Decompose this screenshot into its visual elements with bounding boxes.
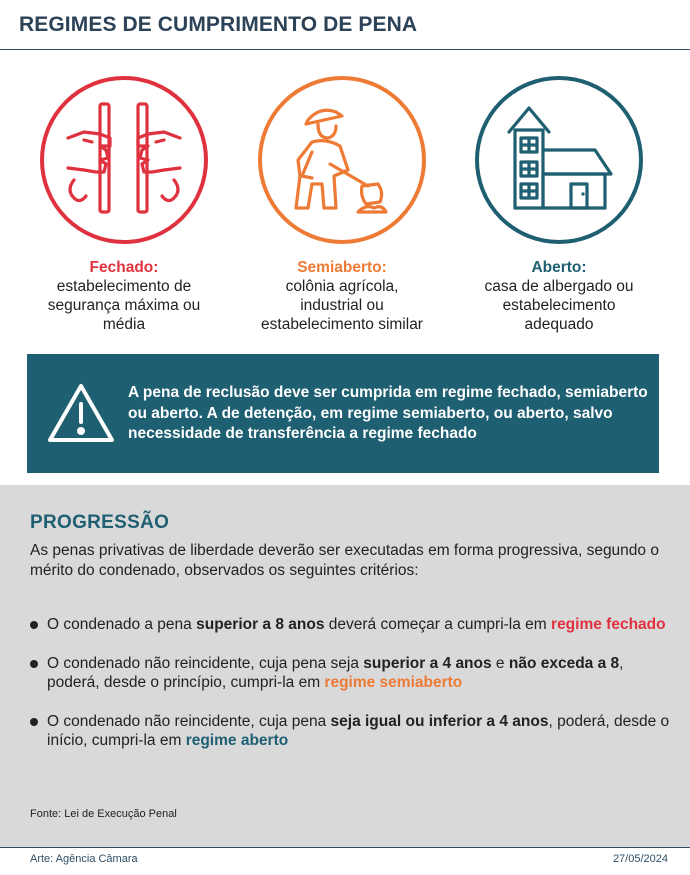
criteria-list <box>30 615 670 770</box>
list-item: O condenado não reincidente, cuja pena seja igual ou inferior a 4 anos, poderá, desde o início, cumpri-la em regime aberto <box>30 712 670 751</box>
bullet <box>30 718 38 726</box>
regime-aberto-label: Aberto: casa de albergado ou estabelecimento adequado <box>484 259 634 333</box>
progressao-title: PROGRESSÃO <box>30 512 170 533</box>
bullet <box>30 660 38 668</box>
list-item: O condenado a pena superior a 8 anos deverá começar a cumpri-la em regime fechado <box>30 615 670 635</box>
regime-aberto <box>444 76 674 334</box>
warning-icon <box>47 382 115 444</box>
regime-semiaberto-label: Semiaberto: colônia agrícola, industrial ou estabelecimento similar <box>261 259 423 333</box>
source-note: Fonte: Lei de Execução Penal <box>30 808 177 820</box>
regime-semiaberto <box>227 76 457 334</box>
alert-box <box>27 354 659 473</box>
house-icon <box>475 76 643 244</box>
footer <box>0 847 690 875</box>
worker-shovel-icon <box>258 76 426 244</box>
header <box>0 0 690 50</box>
regime-fechado-label: Fechado: estabelecimento de segurança máxima ou média <box>47 259 201 333</box>
prison-bars-icon <box>40 76 208 244</box>
regime-fechado <box>9 76 239 334</box>
bullet <box>30 621 38 629</box>
regimes-section <box>0 76 690 333</box>
progressao-section <box>0 485 690 847</box>
date-text: 27/05/2024 <box>612 853 668 865</box>
credit-text: Arte: Agência Câmara <box>30 853 138 865</box>
progressao-intro: As penas privativas de liberdade deverão ser executadas em forma progressiva, segundo o mérito do condenado, observados os seguintes critérios: <box>30 542 659 579</box>
alert-text: A pena de reclusão deve ser cumprida em regime fechado, semiaberto ou aberto. A de detenção, em regime semiaberto, ou aberto, salvo necessidade de transferência a regime fechado <box>128 384 648 442</box>
list-item: O condenado não reincidente, cuja pena seja superior a 4 anos e não exceda a 8, poderá, desde o princípio, cumpri-la em regime semiaberto <box>30 654 670 693</box>
page-title: REGIMES DE CUMPRIMENTO DE PENA <box>19 13 418 36</box>
